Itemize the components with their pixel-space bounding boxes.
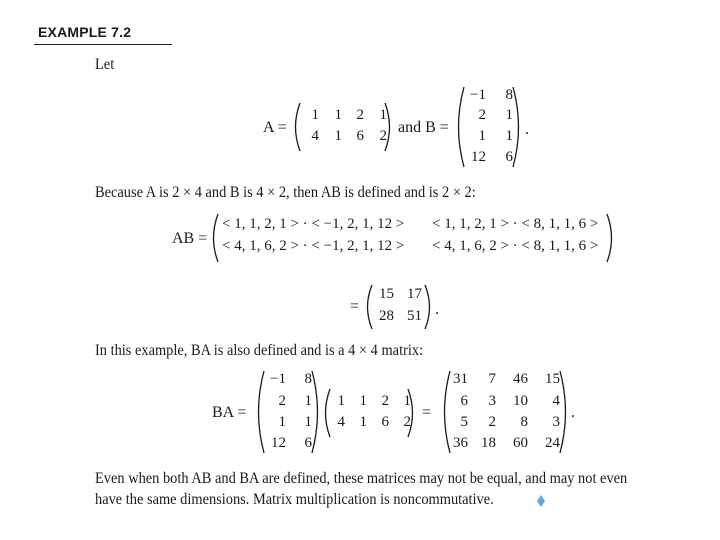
ba-result-cell: 5 — [460, 414, 468, 430]
dimension-sentence: Because A is 2 × 4 and B is 4 × 2, then AB is defined and is 2 × 2: — [95, 184, 476, 201]
ba-equals: = — [422, 404, 432, 421]
ba-sentence: In this example, BA is also defined and is a 4 × 4 matrix: — [95, 342, 424, 359]
matrix-a-label: A = — [263, 119, 287, 136]
ba-b-cell: 6 — [304, 435, 312, 451]
matrix-a-cell: 6 — [356, 128, 364, 144]
ba-a-right-paren — [406, 388, 418, 438]
matrix-b-cell: 2 — [478, 107, 486, 123]
ab-entry: < 1, 1, 2, 1 > · < −1, 2, 1, 12 > — [222, 216, 405, 232]
let-text: Let — [95, 56, 115, 73]
ab-result-period: . — [435, 301, 439, 318]
ab-entry: < 4, 1, 6, 2 > · < 8, 1, 1, 6 > — [432, 238, 599, 254]
end-of-example-diamond-icon — [537, 495, 545, 507]
ba-b-cell: 8 — [304, 371, 312, 387]
heading-underline — [34, 44, 172, 45]
ba-result-cell: 31 — [453, 371, 468, 387]
ab-result-cell: 15 — [379, 286, 394, 302]
ba-b-cell: 1 — [304, 393, 312, 409]
ba-result-period: . — [571, 404, 575, 421]
matrix-b-cell: 1 — [505, 107, 513, 123]
ba-result-cell: 3 — [488, 393, 496, 409]
ab-result-cell: 51 — [407, 308, 422, 324]
matrix-a-cell: 4 — [311, 128, 319, 144]
ba-a-cell: 2 — [403, 414, 411, 430]
example-heading: EXAMPLE 7.2 — [38, 24, 132, 40]
ab-equals: = — [350, 298, 360, 315]
ba-a-cell: 1 — [337, 393, 345, 409]
ba-result-cell: 8 — [520, 414, 528, 430]
matrix-b-cell: 6 — [505, 149, 513, 165]
ba-a-cell: 1 — [403, 393, 411, 409]
ba-result-cell: 10 — [513, 393, 528, 409]
matrix-b-right-paren — [511, 86, 525, 168]
ba-result-cell: 36 — [453, 435, 468, 451]
ba-result-cell: 4 — [552, 393, 560, 409]
ba-a-cell: 1 — [359, 393, 367, 409]
matrix-a-cell: 1 — [379, 107, 387, 123]
ba-a-cell: 2 — [381, 393, 389, 409]
ba-a-cell: 1 — [359, 414, 367, 430]
conclusion-line-1: Even when both AB and BA are defined, these matrices may not be equal, and may not even — [95, 470, 628, 487]
ba-result-cell: 24 — [545, 435, 560, 451]
ba-result-cell: 6 — [460, 393, 468, 409]
matrix-a-cell: 2 — [379, 128, 387, 144]
ba-a-cell: 4 — [337, 414, 345, 430]
ba-result-cell: 2 — [488, 414, 496, 430]
ba-result-cell: 3 — [552, 414, 560, 430]
ba-a-cell: 6 — [381, 414, 389, 430]
ba-result-cell: 46 — [513, 371, 528, 387]
ba-b-cell: 1 — [304, 414, 312, 430]
definition-period: . — [525, 121, 529, 138]
ba-result-cell: 15 — [545, 371, 560, 387]
matrix-a-right-paren — [383, 102, 395, 152]
ab-label: AB = — [172, 230, 208, 247]
ab-result-cell: 28 — [379, 308, 394, 324]
ba-result-cell: 18 — [481, 435, 496, 451]
matrix-a-cell: 1 — [334, 107, 342, 123]
matrix-a-cell: 1 — [311, 107, 319, 123]
ab-left-paren — [208, 213, 220, 263]
matrix-b-cell: 12 — [471, 149, 486, 165]
matrix-b-cell: 1 — [505, 128, 513, 144]
ab-entry: < 4, 1, 6, 2 > · < −1, 2, 1, 12 > — [222, 238, 405, 254]
ab-entry: < 1, 1, 2, 1 > · < 8, 1, 1, 6 > — [432, 216, 599, 232]
matrix-b-cell: 8 — [505, 87, 513, 103]
ab-result-right-paren — [423, 284, 435, 330]
ba-b-cell: −1 — [270, 371, 286, 387]
ba-b-cell: 1 — [278, 414, 286, 430]
ba-b-cell: 12 — [271, 435, 286, 451]
matrix-a-left-paren — [290, 102, 302, 152]
ba-label: BA = — [212, 404, 247, 421]
ba-result-right-paren — [558, 370, 572, 454]
ab-result-cell: 17 — [407, 286, 422, 302]
ba-b-cell: 2 — [278, 393, 286, 409]
ba-result-cell: 7 — [488, 371, 496, 387]
matrix-a-cell: 1 — [334, 128, 342, 144]
ba-result-cell: 60 — [513, 435, 528, 451]
matrix-a-cell: 2 — [356, 107, 364, 123]
matrix-b-cell: 1 — [478, 128, 486, 144]
matrix-b-cell: −1 — [470, 87, 486, 103]
conclusion-line-2: have the same dimensions. Matrix multiplication is noncommutative. — [95, 491, 494, 508]
and-b-label: and B = — [398, 119, 449, 136]
ab-right-paren — [605, 213, 617, 263]
